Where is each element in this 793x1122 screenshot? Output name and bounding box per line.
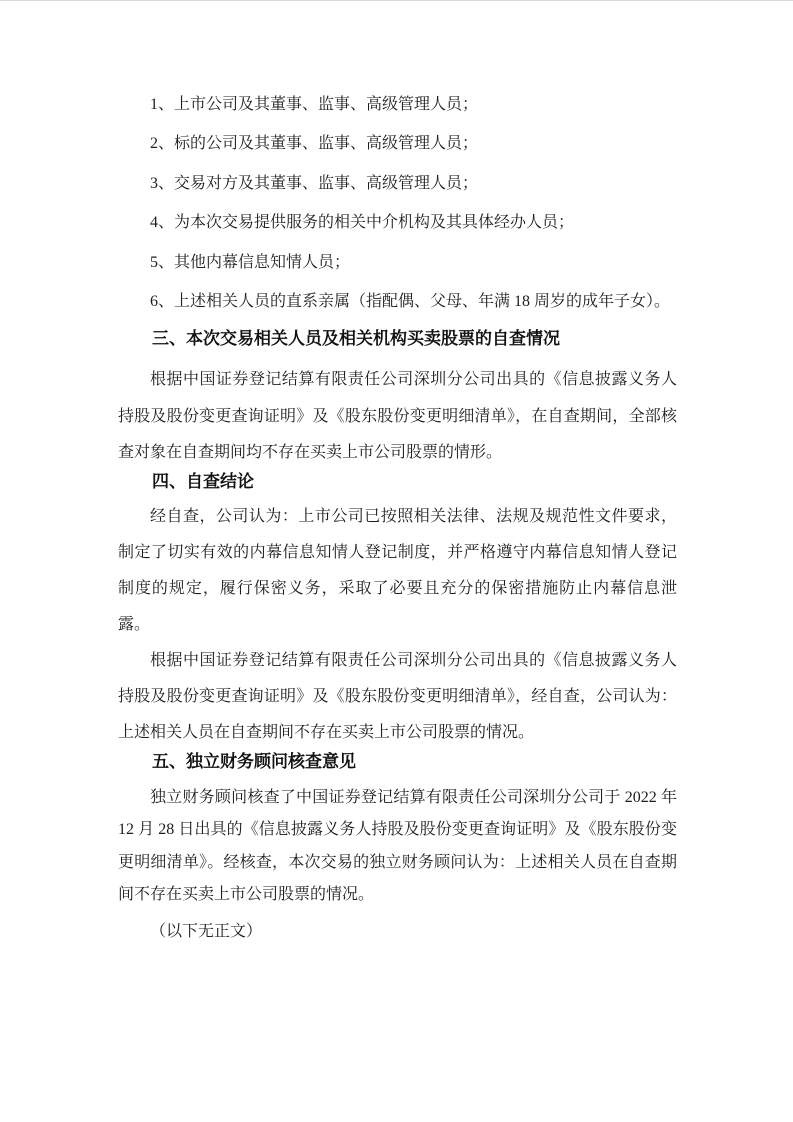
section-self-inspection bbox=[118, 329, 677, 472]
list-item: 6、上述相关人员的直系亲属（指配偶、父母、年满 18 周岁的成年子女）。 bbox=[150, 293, 671, 311]
section-paragraph: 经自查，公司认为：上市公司已按照相关法律、法规及规范性文件要求，制定了切实有效的内幕信息知情人登记制度，并严格遵守内幕信息知情人登记制度的规定，履行保密义务，采取了必要且充分的保密措施防止内幕信息泄露。 bbox=[118, 507, 677, 633]
section-paragraph: 根据中国证券登记结算有限责任公司深圳分公司出具的《信息披露义务人持股及股份变更查询证明》及《股东股份变更明细清单》，在自查期间，全部核查对象在自查期间均不存在买卖上市公司股票的情形。 bbox=[118, 371, 677, 462]
list-item: 2、标的公司及其董事、监事、高级管理人员； bbox=[150, 135, 479, 153]
section-heading: 五、独立财务顾问核查意见 bbox=[152, 751, 356, 771]
section-heading: 四、自查结论 bbox=[152, 471, 254, 491]
insider-related-parties-list bbox=[118, 85, 677, 321]
list-item: 4、为本次交易提供服务的相关中介机构及其具体经办人员； bbox=[150, 214, 575, 232]
section-financial-advisor-opinion bbox=[118, 752, 677, 912]
page-top-edge-line bbox=[0, 0, 793, 1]
section-paragraph: 根据中国证券登记结算有限责任公司深圳分公司出具的《信息披露义务人持股及股份变更查询证明》及《股东股份变更明细清单》，经自查，公司认为：上述相关人员在自查期间不存在买卖上市公司股票的情况。 bbox=[118, 651, 677, 741]
list-item: 3、交易对方及其董事、监事、高级管理人员； bbox=[150, 174, 479, 192]
list-item: 5、其他内幕信息知情人员； bbox=[150, 253, 351, 271]
section-paragraph: 独立财务顾问核查了中国证券登记结算有限责任公司深圳分公司于 2022 年 12 月 28 日出具的《信息披露义务人持股及股份变更查询证明》及《股东股份变更明细清单》。经核查，本次交易的独立财务顾问认为：上述相关人员在自查期间不存在买卖上市公司股票的情况。 bbox=[118, 788, 677, 904]
section-heading: 三、本次交易相关人员及相关机构买卖股票的自查情况 bbox=[152, 329, 560, 349]
section-conclusion bbox=[118, 472, 677, 751]
closing-remark: （以下无正文） bbox=[150, 922, 263, 940]
list-item: 1、上市公司及其董事、监事、高级管理人员； bbox=[150, 96, 479, 113]
